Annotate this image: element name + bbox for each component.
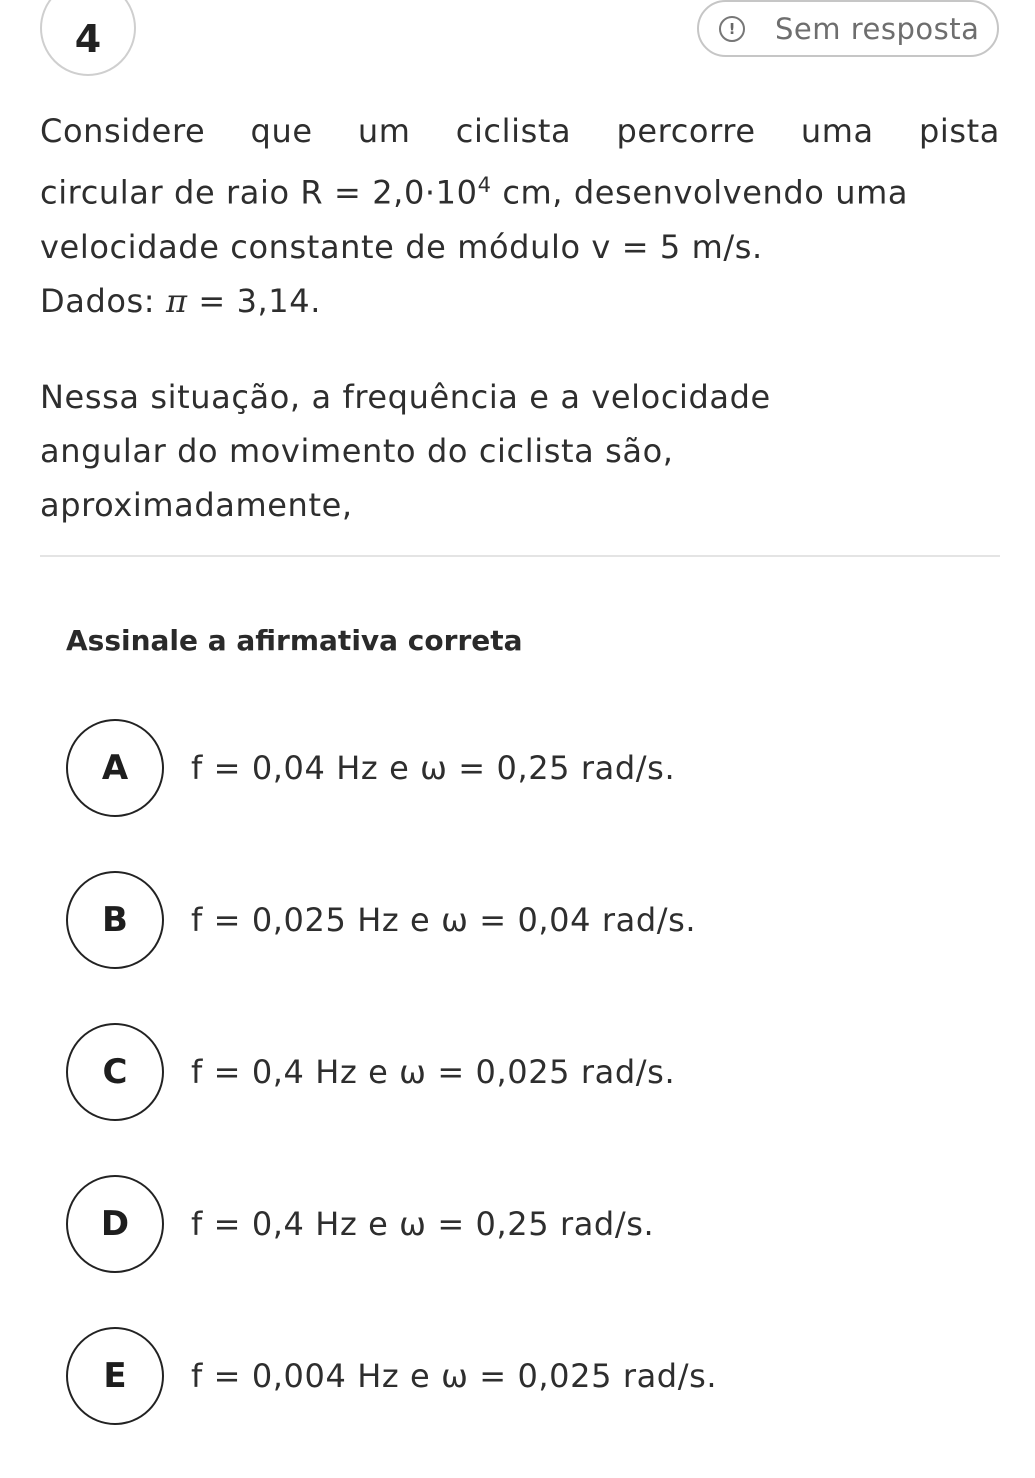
option-c[interactable] bbox=[66, 1022, 966, 1122]
option-letter-b[interactable]: B bbox=[66, 871, 164, 969]
stem-exponent: 4 bbox=[477, 173, 492, 197]
exclamation-circle-icon: ! bbox=[719, 16, 745, 42]
stem-line-2 bbox=[40, 158, 1000, 220]
question-line-1: Nessa situação, a frequência e a velocidade bbox=[40, 378, 771, 416]
status-text: Sem resposta bbox=[775, 11, 980, 46]
option-text-d[interactable]: f = 0,4 Hz e ω = 0,25 rad/s. bbox=[191, 1205, 655, 1243]
option-letter-d[interactable]: D bbox=[66, 1175, 164, 1273]
stem-pi-symbol: π bbox=[165, 281, 188, 320]
stem-radius-unit: cm, desenvolvendo uma bbox=[491, 173, 909, 212]
stem-line-3: velocidade constante de módulo v = 5 m/s. bbox=[40, 227, 763, 266]
option-letter-e[interactable]: E bbox=[66, 1327, 164, 1425]
option-letter-a[interactable]: A bbox=[66, 719, 164, 817]
option-e[interactable] bbox=[66, 1326, 966, 1426]
question-line-3: aproximadamente, bbox=[40, 486, 353, 524]
answer-prompt: Assinale a afirmativa correta bbox=[66, 624, 523, 657]
option-d[interactable] bbox=[66, 1174, 966, 1274]
question-number-badge bbox=[40, 0, 136, 76]
section-divider bbox=[40, 555, 1000, 557]
option-text-e[interactable]: f = 0,004 Hz e ω = 0,025 rad/s. bbox=[191, 1357, 718, 1395]
stem-data-label: Dados: bbox=[40, 281, 166, 320]
answer-options bbox=[66, 718, 966, 1478]
question-line-2: angular do movimento do ciclista são, bbox=[40, 432, 674, 470]
stem-line-1: Considere que um ciclista percorre uma pista bbox=[40, 112, 1000, 150]
option-text-c[interactable]: f = 0,4 Hz e ω = 0,025 rad/s. bbox=[191, 1053, 676, 1091]
option-text-b[interactable]: f = 0,025 Hz e ω = 0,04 rad/s. bbox=[191, 901, 697, 939]
stem-line-4 bbox=[40, 274, 1000, 328]
stem-radius-text: circular de raio R = 2,0·10 bbox=[40, 173, 478, 212]
option-a[interactable] bbox=[66, 718, 966, 818]
answer-status-badge bbox=[697, 0, 999, 57]
question-text bbox=[40, 370, 1000, 532]
question-stem bbox=[40, 104, 1000, 328]
option-b[interactable] bbox=[66, 870, 966, 970]
option-letter-c[interactable]: C bbox=[66, 1023, 164, 1121]
question-number: 4 bbox=[74, 17, 102, 61]
stem-pi-value: = 3,14. bbox=[187, 281, 321, 320]
option-text-a[interactable]: f = 0,04 Hz e ω = 0,25 rad/s. bbox=[191, 749, 676, 787]
